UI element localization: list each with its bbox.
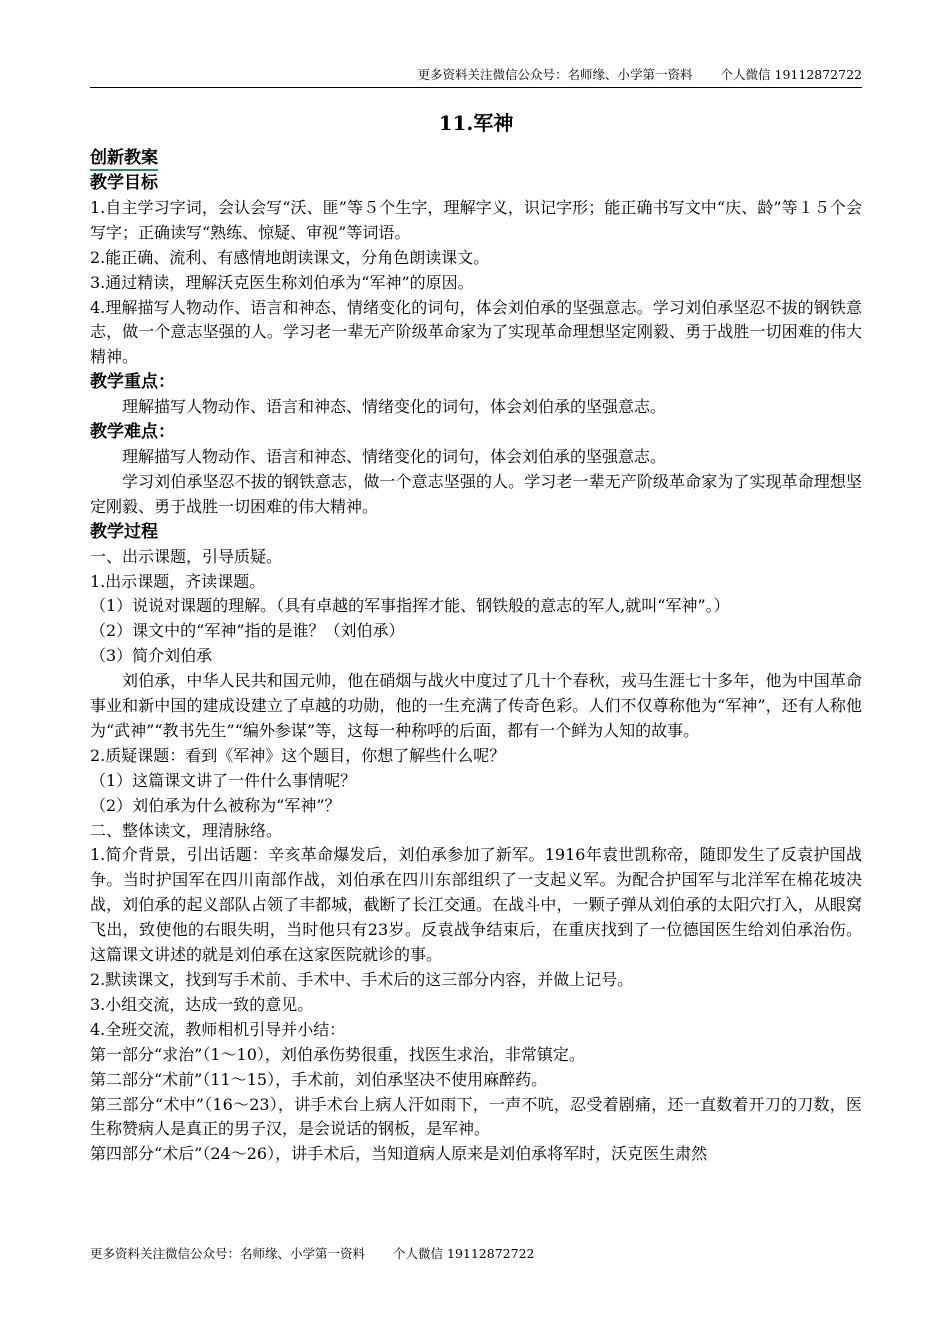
summary-part2: 第二部分“术前”（11～15），手术前，刘伯承坚决不使用麻醉药。	[90, 1069, 548, 1089]
header-text: 更多资料关注微信公众号：名师缘、小学第一资料	[417, 67, 693, 82]
part1-step1-c: （3）简介刘伯承	[90, 646, 213, 666]
part2-step1: 1.简介背景，引出话题：辛亥革命爆发后，刘伯承参加了新军。1916年袁世凯称帝，随即发生了反袁护国战争。当时护国军在四川南部作战，刘伯承在四川东部组织了一支起义军。为配合护国军与北洋军在棉花坡决战，刘伯承的起义部队占领了丰都城，截断了长江交通。在战斗中，一颗子弹从刘伯承的太阳穴打入，从眼窝飞出，致使他的右眼失明，当时他只有23岁。反袁战争结束后，在重庆找到了一位德国医生给刘伯承治伤。这篇课文讲述的就是刘伯承在这家医院就诊的事。	[90, 845, 862, 965]
difficult-point-1: 理解描写人物动作、语言和神态、情绪变化的词句，体会刘伯承的坚强意志。	[122, 446, 667, 466]
part2-step2: 2.默读课文，找到写手术前、手术中、手术后的这三部分内容，并做上记号。	[90, 970, 634, 989]
part1-step1: 1.出示课题，齐读课题。	[90, 571, 266, 591]
part1-step2-b: （2）刘伯承为什么被称为“军神”？	[90, 795, 341, 815]
key-points-heading: 教学重点：	[90, 372, 175, 393]
header-wechat: 个人微信 19112872722	[720, 67, 862, 82]
document-body	[90, 108, 862, 1167]
key-points-text: 理解描写人物动作、语言和神态、情绪变化的词句，体会刘伯承的坚强意志。	[122, 397, 667, 417]
part1-bio: 刘伯承，中华人民共和国元帅，他在硝烟与战火中度过了几十个春秋，戎马生涯七十多年，他为中国革命事业和新中国的建成设建立了卓越的功勋，他的一生充满了传奇色彩。人们不仅尊称他为“军神”，还有人称他为“武神”“教书先生”“编外参谋”等，这每一种称呼的后面，都有一个鲜为人知的故事。	[90, 671, 862, 740]
goal-item-1: 1.自主学习字词，会认会写“沃、匪”等５个生字，理解字义，识记字形；能正确书写文中“庆、龄”等１５个会写字；正确读写“熟练、惊疑、审视”等词语。	[90, 197, 862, 242]
part1-title: 一、出示课题，引导质疑。	[90, 546, 283, 566]
page-footer	[90, 1245, 862, 1263]
summary-part3: 第三部分“术中”（16～23），讲手术台上病人汗如雨下，一声不吭，忍受着剧痛，还一直数着开刀的刀数，医生称赞病人是真正的男子汉，是会说话的钢板，是军神。	[90, 1094, 862, 1139]
part1-step1-a: （1）说说对课题的理解。（具有卓越的军事指挥才能、钢铁般的意志的军人,就叫“军神”。）	[90, 596, 730, 616]
difficult-point-2: 学习刘伯承坚忍不拔的钢铁意志，做一个意志坚强的人。学习老一辈无产阶级革命家为了实现革命理想坚定刚毅、勇于战胜一切困难的伟大精神。	[90, 471, 862, 516]
part1-step1-b: （2）课文中的“军神”指的是谁？（刘伯承）	[90, 621, 405, 641]
goal-item-2: 2.能正确、流利、有感情地朗读课文，分角色朗读课文。	[90, 247, 490, 267]
header-rule	[90, 87, 862, 88]
part2-step4: 4.全班交流，教师相机引导并小结：	[90, 1019, 346, 1039]
process-heading: 教学过程	[90, 521, 158, 542]
summary-part1: 第一部分“求治”（1～10），刘伯承伤势很重，找医生求治，非常镇定。	[90, 1044, 585, 1064]
difficult-points-heading: 教学难点：	[90, 422, 175, 443]
section-label-text: 创新教案	[90, 147, 158, 171]
footer-wechat: 个人微信 19112872722	[393, 1246, 535, 1261]
part1-step2: 2.质疑课题：看到《军神》这个题目，你想了解些什么呢？	[90, 745, 506, 765]
part2-title: 二、整体读文，理清脉络。	[90, 820, 283, 840]
page-header	[90, 66, 862, 84]
part1-step2-a: （1）这篇课文讲了一件什么事情呢？	[90, 770, 357, 790]
footer-text: 更多资料关注微信公众号：名师缘、小学第一资料	[90, 1246, 366, 1261]
document-title: 11.军神	[438, 111, 514, 135]
summary-part4: 第四部分“术后”（24～26），讲手术后，当知道病人原来是刘伯承将军时，沃克医生肃然	[90, 1144, 708, 1164]
goal-item-4: 4.理解描写人物动作、语言和神态、情绪变化的词句，体会刘伯承的坚强意志。学习刘伯承坚忍不拔的钢铁意志，做一个意志坚强的人。学习老一辈无产阶级革命家为了实现革命理想坚定刚毅、勇于战胜一切困难的伟大精神。	[90, 297, 862, 367]
part2-step3: 3.小组交流，达成一致的意见。	[90, 994, 314, 1014]
goals-heading: 教学目标	[90, 173, 158, 193]
section-label	[90, 146, 862, 171]
goal-item-3: 3.通过精读，理解沃克医生称刘伯承为“军神”的原因。	[90, 272, 474, 292]
